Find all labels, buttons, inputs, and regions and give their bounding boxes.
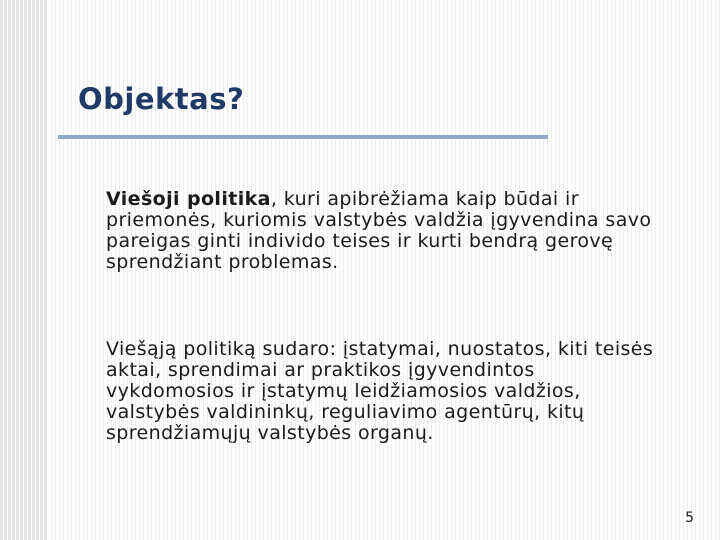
paragraph-composition: Viešąją politiką sudaro: įstatymai, nuostatos, kiti teisės aktai, sprendimai ar praktikos įgyvendintos vykdomosios ir įstatymų leidžiamosios valdžios, valstybės valdininkų, reguliavimo agentūrų, kitų sprendžiamųjų valstybės organų. [106,338,654,444]
page-number: 5 [685,510,694,526]
definition-text: , kuri apibrėžiama kaip būdai ir priemonės, kuriomis valstybės valdžia įgyvendina savo pareigas ginti individo teises ir kurti bendrą gerovę sprendžiant problemas. [106,188,652,273]
slide-title: Objektas? [78,82,245,116]
term-bold: Viešoji politika [106,188,271,210]
title-underline [58,135,548,139]
left-stripe-decoration [0,0,48,540]
paragraph-definition [106,189,666,273]
